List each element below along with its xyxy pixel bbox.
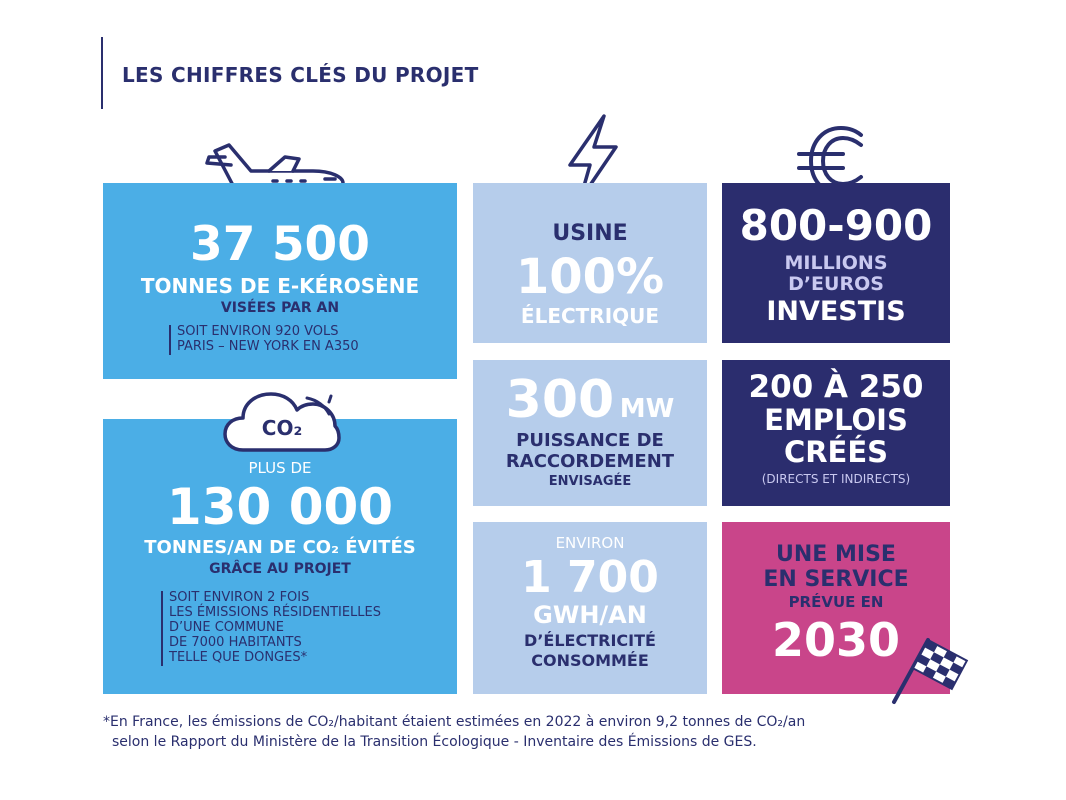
co2-icon-label: CO₂	[261, 416, 303, 440]
co2-note-line: SOIT ENVIRON 2 FOIS	[169, 590, 310, 605]
co2-card	[103, 416, 457, 694]
power-label-3: ENVISAGÉE	[548, 474, 632, 489]
title-accent-bar	[101, 37, 103, 109]
usine-value: 100%	[515, 249, 665, 305]
kerosene-note	[169, 325, 359, 355]
kerosene-value: 37 500	[190, 217, 370, 272]
kerosene-sublabel: VISÉES PAR AN	[220, 300, 340, 316]
jobs-label-2: EMPLOIS	[764, 403, 908, 437]
co2-prefix: PLUS DE	[248, 459, 312, 477]
co2-note-line: TELLE QUE DONGES*	[169, 649, 308, 665]
invest-value: 800-900	[739, 201, 933, 250]
invest-label-1: MILLIONS	[784, 252, 888, 274]
co2-note-line: DE 7000 HABITANTS	[169, 634, 302, 650]
jobs-label-1: 200 À 250	[748, 369, 924, 405]
usine-label: USINE	[552, 221, 628, 246]
service-label-1: UNE MISE	[776, 542, 896, 567]
power-unit: MW	[619, 394, 675, 424]
consumption-label-1: D’ÉLECTRICITÉ	[524, 631, 656, 650]
kerosene-card	[103, 183, 457, 379]
power-label-2: RACCORDEMENT	[505, 451, 675, 472]
co2-note	[161, 591, 381, 666]
co2-sublabel: GRÂCE AU PROJET	[209, 561, 351, 577]
kerosene-note-line: SOIT ENVIRON 920 VOLS	[177, 324, 339, 339]
co2-cloud-icon	[221, 388, 343, 458]
footnote-line-2: selon le Rapport du Ministère de la Transition Écologique - Inventaire des Émissions de GES.	[112, 734, 757, 751]
jobs-card	[722, 360, 950, 506]
co2-label: TONNES/AN DE CO₂ ÉVITÉS	[144, 537, 416, 558]
invest-card	[722, 183, 950, 343]
power-value: 300	[505, 370, 615, 430]
service-value: 2030	[771, 613, 901, 667]
note-bar	[169, 325, 171, 355]
consumption-prefix: ENVIRON	[555, 534, 625, 552]
checkered-flag-icon	[888, 620, 980, 706]
consumption-label-2: CONSOMMÉE	[531, 651, 649, 670]
service-label-3: PRÉVUE EN	[788, 593, 884, 611]
invest-label-2: D’EUROS	[788, 273, 884, 295]
service-label-2: EN SERVICE	[763, 567, 909, 592]
jobs-label-3: CRÉÉS	[783, 435, 889, 469]
kerosene-label: TONNES DE E-KÉROSÈNE	[140, 274, 420, 298]
power-card	[473, 360, 707, 506]
co2-note-line: LES ÉMISSIONS RÉSIDENTIELLES	[169, 604, 382, 620]
page-title: LES CHIFFRES CLÉS DU PROJET	[122, 63, 479, 87]
note-bar	[161, 591, 163, 666]
footnote	[103, 712, 903, 753]
power-label-1: PUISSANCE DE	[516, 430, 664, 451]
usine-card	[473, 183, 707, 343]
co2-value: 130 000	[166, 478, 394, 536]
footnote-line-1: *En France, les émissions de CO₂/habitant étaient estimées en 2022 à environ 9,2 tonnes de CO₂/an	[103, 714, 806, 730]
invest-label-3: INVESTIS	[766, 296, 906, 327]
consumption-unit: GWH/AN	[533, 601, 647, 629]
co2-note-line: D’UNE COMMUNE	[169, 619, 284, 635]
consumption-value: 1 700	[521, 552, 659, 603]
consumption-card	[473, 522, 707, 694]
usine-sublabel: ÉLECTRIQUE	[520, 304, 660, 328]
kerosene-note-line: PARIS – NEW YORK EN A350	[177, 338, 359, 354]
power-value-row	[473, 370, 707, 430]
jobs-label-4: (DIRECTS ET INDIRECTS)	[761, 472, 911, 486]
